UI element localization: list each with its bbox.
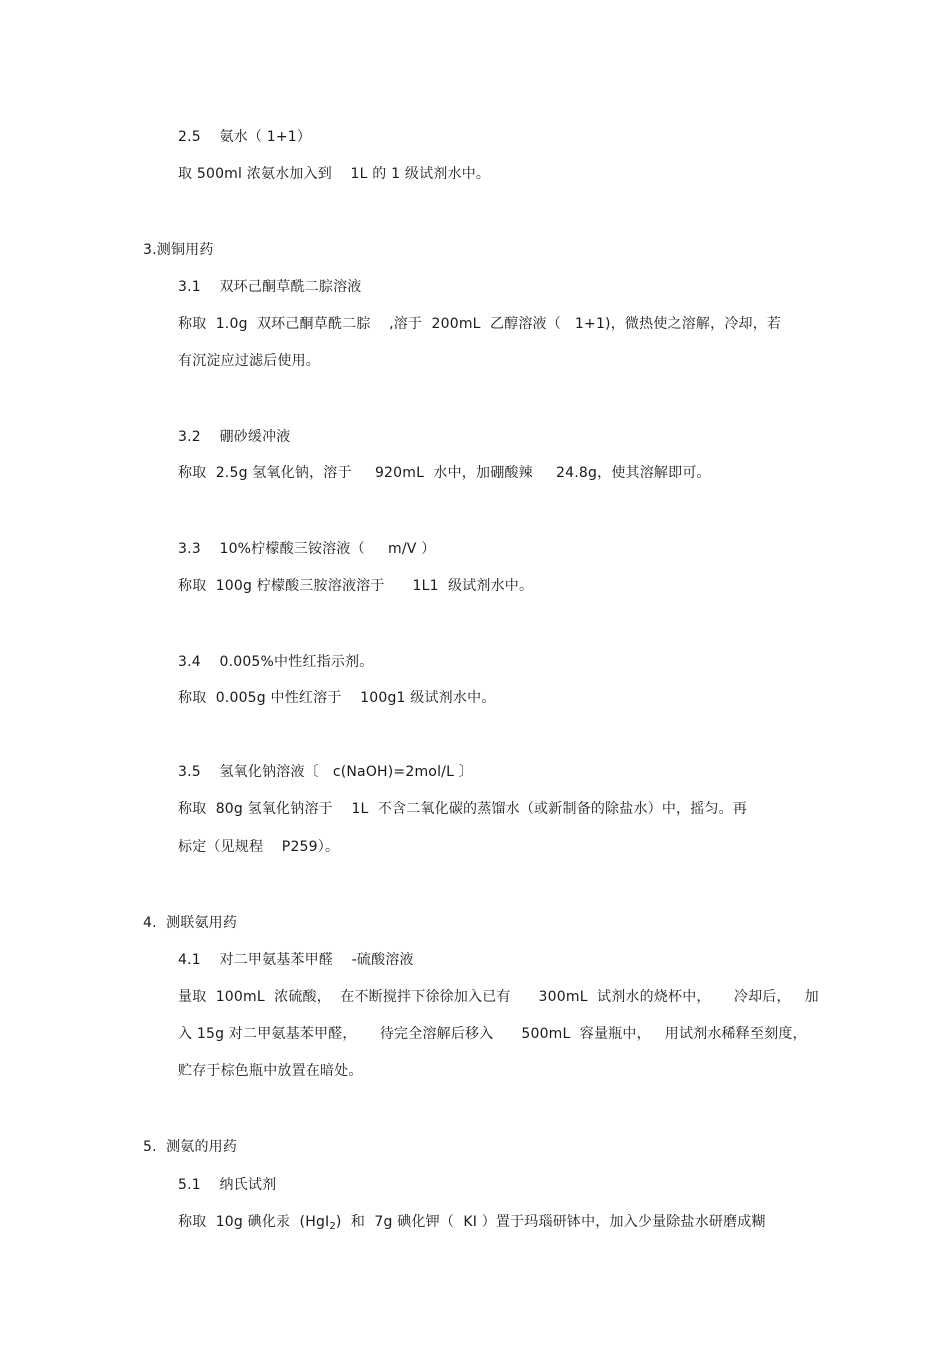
text-segment: ) 和 7g 碘化钾（ KI ）置于玛瑙研钵中，加入少量除盐水研磨成糊 — [335, 1214, 766, 1230]
section-3-4-heading: 3.4 0.005%中性红指示剂。 — [178, 654, 374, 670]
text-segment: 称取 10g 碘化汞 (HgI — [178, 1214, 330, 1230]
section-3-2-heading: 3.2 硼砂缓冲液 — [178, 429, 291, 445]
section-4-1-text-line: 入 15g 对二甲氨基苯甲醛， 待完全溶解后移入 500mL 容量瓶中， 用试剂水稀释至刻度， — [178, 1026, 807, 1042]
section-3-1-heading: 3.1 双环己酮草酰二腙溶液 — [178, 279, 362, 295]
section-3-5-text-line: 标定（见规程 P259）。 — [178, 839, 340, 855]
section-4-1-text-line: 贮存于棕色瓶中放置在暗处。 — [178, 1063, 363, 1079]
section-3-3-text-line: 称取 100g 柠檬酸三胺溶液溶于 1L1 级试剂水中。 — [178, 578, 534, 594]
section-3-5-heading: 3.5 氢氧化钠溶液〔 c(NaOH)=2mol/L 〕 — [178, 764, 473, 780]
section-3-1-text-line: 有沉淀应过滤后使用。 — [178, 353, 320, 369]
section-2-5-heading: 2.5 氨水（ 1+1） — [178, 129, 312, 145]
section-5-1-text-line — [178, 1213, 766, 1236]
subscript: 2 — [329, 1221, 336, 1232]
section-3-heading: 3.测铜用药 — [143, 242, 214, 258]
section-3-3-heading: 3.3 10%柠檬酸三铵溶液（ m/V ） — [178, 541, 436, 557]
section-3-2-text-line: 称取 2.5g 氢氧化钠，溶于 920mL 水中，加硼酸辣 24.8g，使其溶解即可。 — [178, 465, 711, 481]
section-4-1-heading: 4.1 对二甲氨基苯甲醛 -硫酸溶液 — [178, 952, 414, 968]
section-3-5-text-line: 称取 80g 氢氧化钠溶于 1L 不含二氧化碳的蒸馏水（或新制备的除盐水）中，摇匀。再 — [178, 801, 748, 817]
section-4-heading: 4. 测联氨用药 — [143, 915, 238, 931]
section-5-heading: 5. 测氨的用药 — [143, 1139, 238, 1155]
section-5-1-heading: 5.1 纳氏试剂 — [178, 1177, 277, 1193]
section-2-5-text-line: 取 500ml 浓氨水加入到 1L 的 1 级试剂水中。 — [178, 166, 491, 182]
section-3-4-text-line: 称取 0.005g 中性红溶于 100g1 级试剂水中。 — [178, 690, 496, 706]
section-4-1-text-line: 量取 100mL 浓硫酸， 在不断搅拌下徐徐加入已有 300mL 试剂水的烧杯中， 冷却后， 加 — [178, 989, 819, 1005]
section-3-1-text-line: 称取 1.0g 双环己酮草酰二腙 ,溶于 200mL 乙醇溶液（ 1+1)，微热使之溶解，冷却，若 — [178, 316, 782, 332]
